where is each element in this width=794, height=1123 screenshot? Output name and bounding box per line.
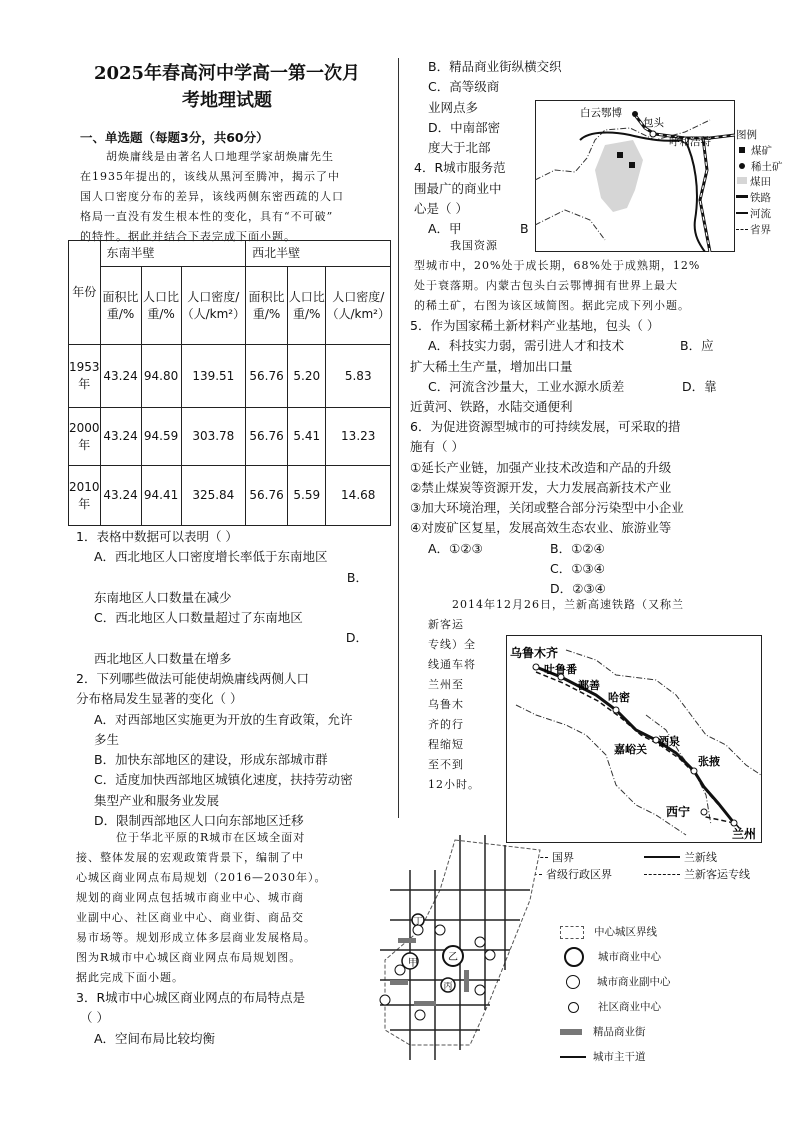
q3-stem: （ ） (80, 1010, 109, 1026)
intro-line: 图为R城市中心城区商业网点布局规划图。 (76, 951, 302, 964)
intro-line: 处于衰落期。内蒙古包头白云鄂博拥有世界上最大 (414, 279, 678, 292)
q5-option-a[interactable] (410, 336, 720, 356)
city-label: 鄯善 (578, 679, 600, 692)
boutique-street (390, 980, 408, 985)
q3-option-a[interactable]: A．空间布局比较均衡 (94, 1030, 216, 1046)
community-center (435, 925, 445, 935)
intro-line: 型城市中，20%处于成长期，68%处于成熟期，12% (414, 259, 701, 272)
table-cell: 5.41 (288, 408, 326, 466)
q2-option-b[interactable]: B．加快东部地区的建设，形成东部城市群 (94, 752, 328, 768)
legend-label: 河流 (750, 207, 771, 220)
table-cell: 43.24 (100, 345, 141, 408)
table-cell: 5.20 (288, 345, 326, 408)
r-city-legend (560, 920, 671, 1070)
community-center (395, 965, 405, 975)
question-6 (410, 417, 720, 600)
q6-statement: ③加大环境治理，关闭或整合部分污染型中小企业 (410, 500, 684, 516)
table-cell: 2010年 (69, 466, 101, 526)
intro-line: 新客运 (428, 618, 464, 631)
q5-option-c[interactable] (410, 377, 720, 397)
col-header: 面积比重/% (246, 267, 288, 345)
legend-row (560, 920, 671, 945)
table-row (69, 345, 391, 408)
table-cell: 94.59 (141, 408, 181, 466)
q3-option-d[interactable]: D．中南部密 (428, 119, 501, 135)
r-city-intro (76, 828, 376, 988)
col-header: 面积比重/% (100, 267, 141, 345)
column-divider (398, 58, 399, 818)
map-label: 甲 (408, 958, 418, 969)
q2-option-a[interactable]: 多生 (94, 731, 120, 747)
legend-row (560, 970, 671, 995)
intro-line: 心城区商业网点布局规划（2016—2030年）。 (76, 871, 327, 884)
table-row (69, 466, 391, 526)
intro-line: 易市场等。规划形成立体多层商业发展格局。 (76, 931, 316, 944)
boutique-street (398, 938, 416, 943)
intro-line: 至不到 (428, 758, 464, 771)
sub-center-icon (566, 975, 580, 989)
legend-row (560, 1045, 671, 1070)
year-header: 年份 (69, 241, 101, 345)
q5-option-d-letter[interactable]: D．靠 (682, 378, 717, 394)
station-dot (691, 768, 697, 774)
intro-line: 业副中心、社区商业中心、商业街、商品交 (76, 911, 304, 924)
q3-option-c[interactable]: 业网点多 (428, 99, 479, 115)
intro-line: 程缩短 (428, 738, 464, 751)
legend-row (560, 945, 671, 970)
question-2 (76, 669, 396, 831)
map-label: 乙 (448, 952, 458, 963)
legend-label: 兰新线 (684, 851, 717, 864)
legend-item-coalfield (736, 175, 783, 191)
intro-line: 位于华北平原的R城市在区域全面对 (116, 831, 306, 844)
q5-option-b[interactable]: 扩大稀土生产量，增加出口量 (410, 358, 573, 374)
city-label: 白云鄂博 (580, 107, 622, 119)
coal-mine-icon (629, 162, 635, 168)
city-label: 嘉峪关 (614, 743, 647, 756)
intro-line: 齐的行 (428, 718, 464, 731)
railway-icon (736, 195, 748, 198)
exam-title (62, 60, 392, 114)
station-dot (533, 664, 539, 670)
q1-option-a[interactable]: A．西北地区人口密度增长率低于东南地区 (94, 549, 328, 565)
r-city-commercial-map (360, 830, 560, 1070)
table-cell: 56.76 (246, 345, 288, 408)
q1-stem: 1．表格中数据可以表明（ ） (76, 529, 238, 544)
intro-line: 兰州至 (428, 678, 464, 691)
q3-stem: 3．R城市中心城区商业网点的布局特点是 (76, 990, 306, 1005)
table-cell: 43.24 (100, 466, 141, 526)
main-road-icon (560, 1056, 586, 1058)
q2-option-c[interactable]: C．适度加快西部地区城镇化速度，扶持劳动密 (94, 772, 353, 788)
baotou-legend (736, 128, 783, 239)
q2-stem: 分布格局发生显著的变化（ ） (76, 691, 243, 707)
legend-label: 稀土矿 (751, 160, 783, 173)
legend-label: 精品商业街 (593, 1026, 646, 1038)
q4-option-a[interactable]: A．甲 (428, 221, 462, 237)
legend-label: 省级行政区界 (546, 868, 612, 881)
q2-option-a[interactable]: A．对西部地区实施更为开放的生育政策，允许 (94, 711, 353, 727)
table-cell: 13.23 (326, 408, 391, 466)
legend-label: 省界 (750, 223, 771, 236)
population-table (68, 240, 391, 526)
col-header: 人口密度/（人/km²） (181, 267, 246, 345)
intro-line: 胡焕庸线是由著名人口地理学家胡焕庸先生 (106, 150, 334, 163)
table-cell: 303.78 (181, 408, 246, 466)
q6-option-d[interactable]: D．②③④ (550, 581, 606, 597)
q5-option-a-text: A．科技实力弱，需引进人才和技术 (428, 338, 625, 354)
q1-option-c[interactable]: C．西北地区人口数量超过了东南地区 (94, 610, 303, 626)
q5-option-c-text: C．河流含沙量大，工业水源水质差 (428, 378, 625, 394)
q3-option-b[interactable]: B．精品商业街纵横交织 (428, 59, 562, 74)
q6-option-c[interactable]: C．①③④ (550, 561, 605, 577)
q6-statement: ①延长产业链，加强产业技术改造和产品的升级 (410, 459, 672, 475)
legend-label: 兰新客运专线 (684, 868, 750, 881)
q4-stem: 围最广的商业中 (414, 180, 502, 196)
title-line-2: 考地理试题 (182, 90, 272, 111)
legend-label: 城市商业中心 (598, 951, 661, 963)
table-cell: 43.24 (100, 408, 141, 466)
community-center (485, 950, 495, 960)
legend-title: 图例 (736, 129, 757, 141)
table-cell: 139.51 (181, 345, 246, 408)
intro-line: 的特性。据此并结合下表完成下面小题。 (80, 230, 296, 243)
q6-stem: 施有（ ） (410, 439, 464, 455)
river-icon (736, 212, 748, 214)
lanxin-line-icon (644, 856, 680, 858)
boutique-street (464, 970, 469, 992)
commercial-center-icon (564, 947, 584, 967)
legend-item-coal-mine (736, 144, 783, 160)
question-1 (76, 527, 396, 669)
q5-option-b-letter[interactable]: B．应 (680, 338, 714, 354)
lanxin-railway-map (506, 635, 762, 843)
intro-line: 线通车将 (428, 658, 476, 671)
intro-line: 据此完成下面小题。 (76, 971, 184, 984)
city-label: 哈密 (608, 691, 630, 704)
table-cell: 1953年 (69, 345, 101, 408)
q1-option-d[interactable]: 西北地区人口数量在增多 (94, 650, 232, 666)
boutique-street-icon (560, 1029, 582, 1035)
q2-option-d[interactable]: D．限制西部地区人口向东部地区迁移 (94, 813, 304, 829)
legend-item-river (736, 207, 783, 223)
legend-row (560, 995, 671, 1020)
intro-line: 12小时。 (428, 778, 480, 791)
legend-label: 城市主干道 (593, 1051, 646, 1063)
intro-line: 在1935年提出的，该线从黑河至腾冲，揭示了中 (80, 170, 340, 183)
lanxin-intro-narrow (428, 615, 496, 795)
q6-stem: 6．为促进资源型城市的可持续发展，可采取的措 (410, 419, 681, 434)
city-label: 张掖 (698, 755, 720, 768)
q4-stem: 4．R城市服务范 (414, 160, 506, 176)
legend-label: 中心城区界线 (594, 926, 657, 938)
table-cell: 94.80 (141, 345, 181, 408)
q2-option-c[interactable]: 集型产业和服务业发展 (94, 792, 220, 808)
city-label: 包头 (643, 117, 664, 129)
coal-mine-icon (617, 152, 623, 158)
city-label: 兰州 (732, 827, 757, 841)
q3-option-c[interactable]: C．高等级商 (428, 79, 500, 95)
legend-item-rare-earth (736, 160, 783, 176)
section-heading: 一、单选题（每题3分，共60分） (80, 130, 269, 145)
community-center (415, 1010, 425, 1020)
map-label: 丁 (413, 917, 423, 927)
q2-stem: 2．下列哪些做法可能使胡焕庸线两侧人口 (76, 671, 309, 686)
community-center (475, 985, 485, 995)
station-dot (613, 707, 619, 713)
table-cell: 56.76 (246, 466, 288, 526)
station-dot (731, 820, 737, 826)
legend-label: 国界 (552, 851, 574, 864)
legend-label: 煤矿 (751, 144, 772, 157)
q6-statement: ②禁止煤炭等资源开发，大力发展高新技术产业 (410, 479, 672, 495)
city-label: 酒泉 (658, 735, 680, 748)
station-dot (701, 809, 707, 815)
city-dot (650, 131, 656, 137)
intro-line: 规划的商业网点包括城市商业中心、城市商 (76, 891, 304, 904)
q6-statement: ④对废矿区复星，发展高效生态农业、旅游业等 (410, 520, 672, 536)
city-label: 呼和浩特 (669, 136, 711, 148)
community-center-icon (568, 1002, 579, 1013)
table-cell: 5.59 (288, 466, 326, 526)
q3-option-d[interactable]: 度大于北部 (428, 140, 491, 156)
table-cell: 56.76 (246, 408, 288, 466)
q1-option-b-letter[interactable]: B． (346, 569, 368, 585)
intro-line: 乌鲁木 (428, 698, 464, 711)
city-label: 吐鲁番 (544, 663, 577, 676)
legend-label: 城市商业副中心 (597, 976, 671, 988)
question-5 (410, 316, 720, 417)
col-header: 人口密度/（人/km²） (326, 267, 391, 345)
group-se-header: 东南半壁 (100, 241, 246, 267)
legend-row (560, 1020, 671, 1045)
table-cell: 14.68 (326, 466, 391, 526)
intro-line: 格局一直没有发生根本性的变化，具有“不可破” (80, 210, 334, 223)
legend-label: 社区商业中心 (598, 1001, 661, 1013)
passenger-line-icon (644, 874, 680, 875)
table-cell: 5.83 (326, 345, 391, 408)
rare-earth-mine-icon (632, 111, 638, 117)
resource-city-intro (414, 236, 700, 316)
intro-line: 专线）全 (428, 638, 476, 651)
table-cell: 325.84 (181, 466, 246, 526)
intro-line: 的稀土矿，右图为该区域简图。据此完成下列小题。 (414, 299, 690, 312)
legend-label: 铁路 (750, 192, 771, 205)
table-cell: 2000年 (69, 408, 101, 466)
coal-mine-icon (739, 147, 745, 153)
legend-item-province (736, 223, 783, 239)
city-label: 乌鲁木齐 (510, 646, 559, 660)
coalfield-icon (737, 177, 747, 184)
col-header: 人口比重/% (141, 267, 181, 345)
intro-hu-line (80, 147, 395, 247)
intro-line: 2014年12月26日，兰新高速铁路（又称兰 (452, 598, 684, 611)
boutique-street (414, 1001, 436, 1006)
baotou-region-map (535, 100, 735, 252)
q5-option-d[interactable]: 近黄河、铁路，水陆交通便利 (410, 399, 573, 415)
title-line-1: 2025年春高河中学高一第一次月 (93, 63, 361, 84)
intro-line: 接、整体发展的宏观政策背景下，编制了中 (76, 851, 304, 864)
map-label: 丙 (443, 982, 453, 992)
community-center (380, 995, 390, 1005)
q6-option-b[interactable]: B．①②④ (550, 540, 605, 556)
q6-option-a[interactable]: A．①②③ (428, 540, 483, 556)
province-line-icon (736, 229, 748, 230)
intro-line: 国人口密度分布的差异，该线两侧东密西疏的人口 (80, 190, 344, 203)
table-cell: 94.41 (141, 466, 181, 526)
q1-option-d-letter[interactable]: D． (345, 630, 368, 646)
table-row (69, 408, 391, 466)
question-3 (76, 988, 376, 1049)
q6-options-row (410, 539, 720, 559)
group-nw-header: 西北半壁 (246, 241, 391, 267)
q4-stem: 心是（ ） (414, 201, 468, 217)
col-header: 人口比重/% (288, 267, 326, 345)
q4-option-b-fragment[interactable]: B (520, 221, 529, 236)
community-center (475, 937, 485, 947)
lanxin-intro (428, 595, 684, 615)
q5-stem: 5．作为国家稀土新材料产业基地，包头（ ） (410, 318, 660, 333)
rare-earth-icon (739, 163, 745, 169)
district-boundary-icon (560, 926, 584, 939)
intro-line: 我国资源 (450, 239, 498, 252)
city-label: 西宁 (666, 805, 691, 819)
legend-item-railway (736, 191, 783, 207)
q1-option-b[interactable]: 东南地区人口数量在减少 (94, 589, 232, 605)
legend-label: 煤田 (750, 176, 771, 189)
